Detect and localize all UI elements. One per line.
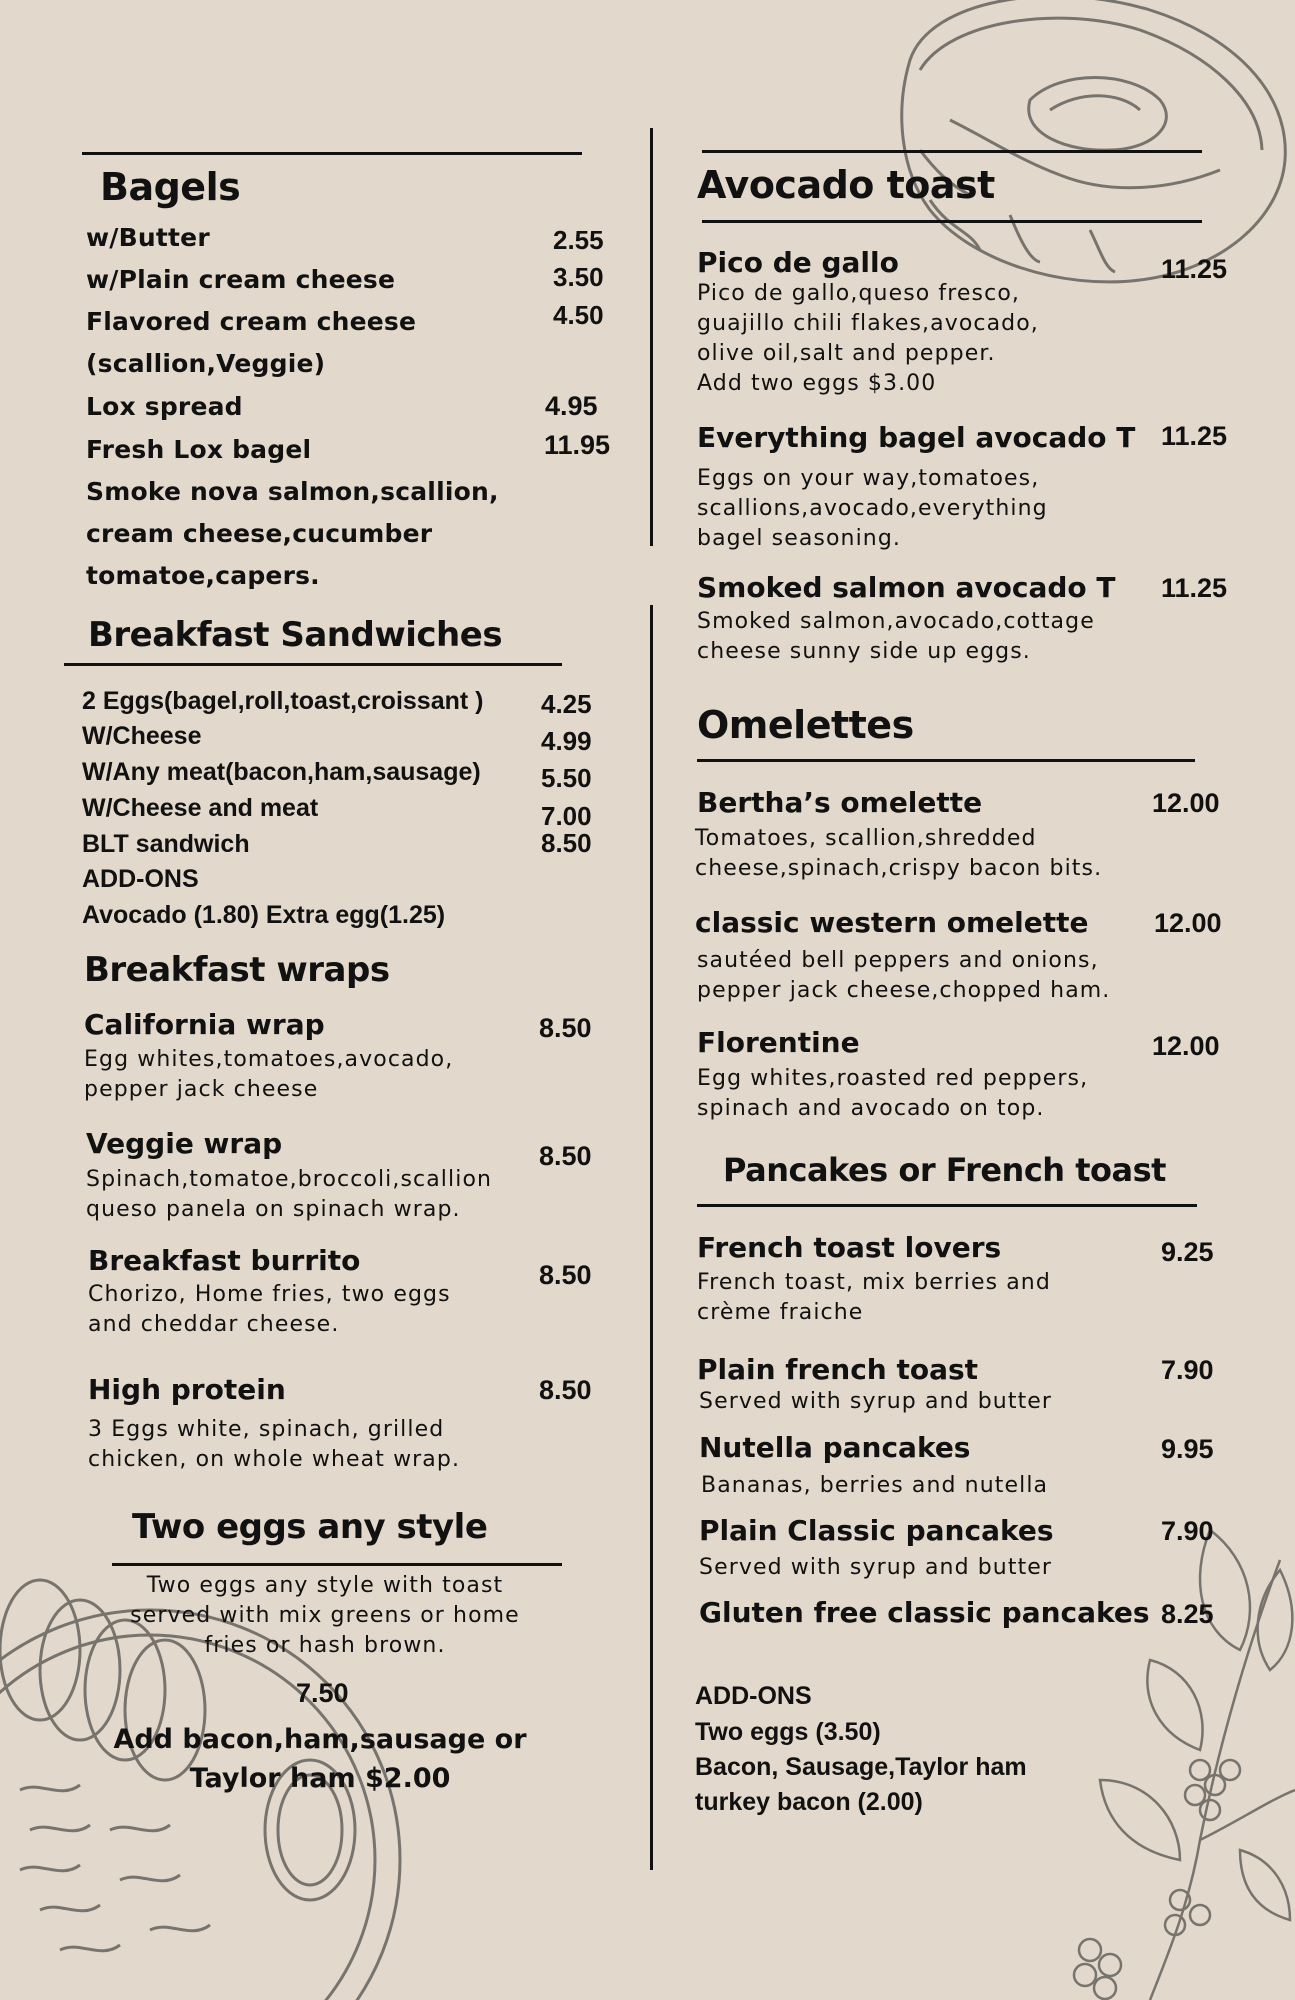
coffee-branch-illustration [1000,1520,1295,2000]
menu-item-name: Nutella pancakes [699,1431,971,1464]
menu-item-name: classic western omelette [695,906,1089,939]
menu-item-name: W/Any meat(bacon,ham,sausage) [82,758,481,786]
menu-item-name: W/Cheese and meat [82,794,319,822]
menu-item-name: 2 Eggs(bagel,roll,toast,croissant ) [82,687,484,715]
menu-item-name: Smoked salmon avocado T [697,571,1116,604]
pancakes-addons: turkey bacon (2.00) [695,1788,923,1816]
menu-item-name: w/Plain cream cheese [86,265,396,294]
menu-item-description: 3 Eggs white, spinach, grilled chicken, on whole wheat wrap. [88,1417,461,1472]
menu-item-price: 12.00 [1154,908,1222,938]
menu-item-description: Pico de gallo,queso fresco, guajillo chili flakes,avocado, olive oil,salt and pepper. Add two eggs $3.00 [697,281,1039,396]
menu-item-name: ADD-ONS [82,865,199,893]
menu-item-name: California wrap [84,1008,325,1041]
menu-item-price: 3.50 [553,262,604,292]
menu-item-price: 8.50 [539,1013,592,1043]
menu-item-name: w/Butter [86,223,210,252]
menu-item-price: 8.50 [539,1260,592,1290]
menu-item-price: 4.99 [541,726,592,756]
menu-item-price: 7.90 [1161,1516,1214,1546]
menu-item-name: BLT sandwich [82,830,250,858]
menu-item-name: Gluten free classic pancakes [699,1596,1150,1629]
menu-item-price: 4.95 [545,391,598,421]
menu-item-name: Breakfast burrito [88,1244,361,1277]
two-eggs-title: Two eggs any style [132,1507,488,1547]
bagels-top-rule [82,152,582,155]
menu-item-price: 7.00 [541,801,592,831]
menu-item-name: W/Cheese [82,722,202,750]
pancakes-rule [697,1204,1197,1207]
menu-item-name: Everything bagel avocado T [697,421,1136,454]
menu-item-name: Avocado (1.80) Extra egg(1.25) [82,901,446,929]
menu-item-price: 11.25 [1161,254,1228,284]
omelettes-title: Omelettes [697,703,914,747]
avocado-toast-title: Avocado toast [697,163,995,207]
menu-item-name: Florentine [697,1026,860,1059]
pancakes-addons: ADD-ONS [695,1682,812,1710]
menu-item-description: sautéed bell peppers and onions, pepper jack cheese,chopped ham. [697,948,1111,1003]
menu-item-price: 2.55 [553,225,604,255]
avocado-top-rule [702,150,1202,153]
two-eggs-price: 7.50 [296,1678,349,1708]
menu-item-description: Egg whites,roasted red peppers, spinach and avocado on top. [697,1066,1089,1121]
menu-item-price: 8.50 [539,1375,592,1405]
menu-item-price: 8.50 [539,1141,592,1171]
menu-item-price: 4.50 [553,300,604,330]
omelettes-rule [697,759,1195,762]
menu-item-description: Served with syrup and butter [699,1555,1053,1580]
menu-item-price: 11.25 [1161,421,1228,451]
menu-item-description: Eggs on your way,tomatoes, scallions,avocado,everything bagel seasoning. [697,466,1048,551]
bagels-title: Bagels [100,165,241,209]
menu-item-description: Bananas, berries and nutella [701,1473,1049,1498]
menu-item-price: 7.90 [1161,1355,1214,1385]
menu-item-price: 11.25 [1161,573,1228,603]
menu-item-name: Plain french toast [697,1353,979,1386]
menu-item-description: French toast, mix berries and crème fraiche [697,1270,1051,1325]
two-eggs-addon: Add bacon,ham,sausage or [113,1724,527,1755]
menu-item-description: Spinach,tomatoe,broccoli,scallion queso panela on spinach wrap. [86,1167,493,1222]
column-divider-top [650,128,653,546]
menu-item-description: Chorizo, Home fries, two eggs and cheddar cheese. [88,1282,451,1337]
menu-item-name: Smoke nova salmon,scallion, [86,477,499,506]
menu-item-name: Fresh Lox bagel [86,435,312,464]
two-eggs-description: Two eggs any style with toast served with mix greens or home fries or hash brown. [130,1573,520,1658]
menu-item-price: 8.50 [541,828,592,858]
menu-item-name: Lox spread [86,392,243,421]
menu-item-description: Served with syrup and butter [699,1389,1053,1414]
menu-item-name: High protein [88,1373,286,1406]
menu-item-description: Smoked salmon,avocado,cottage cheese sunny side up eggs. [697,609,1095,664]
menu-item-price: 4.25 [541,689,592,719]
menu-item-price: 11.95 [544,430,611,460]
menu-item-name: Flavored cream cheese [86,307,417,336]
menu-item-description: Tomatoes, scallion,shredded cheese,spinach,crispy bacon bits. [695,826,1103,881]
menu-item-price: 12.00 [1152,1031,1220,1061]
menu-item-price: 12.00 [1152,788,1220,818]
menu-item-name: Pico de gallo [697,246,899,279]
menu-item-price: 9.95 [1161,1434,1214,1464]
sandwiches-rule [64,663,562,666]
menu-item-name: Bertha’s omelette [697,786,983,819]
two-eggs-rule [112,1563,562,1566]
menu-item-price: 8.25 [1161,1599,1214,1629]
pancakes-title: Pancakes or French toast [723,1151,1166,1189]
menu-item-name: tomatoe,capers. [86,561,320,590]
two-eggs-addon: Taylor ham $2.00 [189,1763,451,1794]
avocado-rule [702,220,1202,223]
menu-item-name: French toast lovers [697,1231,1002,1264]
breakfast-sandwiches-title: Breakfast Sandwiches [88,615,503,655]
menu-item-name: (scallion,Veggie) [86,349,326,378]
pancakes-addons: Two eggs (3.50) [695,1718,881,1746]
menu-item-name: Veggie wrap [86,1127,283,1160]
column-divider-bottom [650,605,653,1870]
menu-item-name: Plain Classic pancakes [699,1514,1054,1547]
menu-item-name: cream cheese,cucumber [86,519,433,548]
menu-item-price: 9.25 [1161,1237,1214,1267]
breakfast-wraps-title: Breakfast wraps [84,950,390,990]
pancakes-addons: Bacon, Sausage,Taylor ham [695,1753,1027,1781]
menu-item-description: Egg whites,tomatoes,avocado, pepper jack cheese [84,1047,454,1102]
menu-item-price: 5.50 [541,763,592,793]
